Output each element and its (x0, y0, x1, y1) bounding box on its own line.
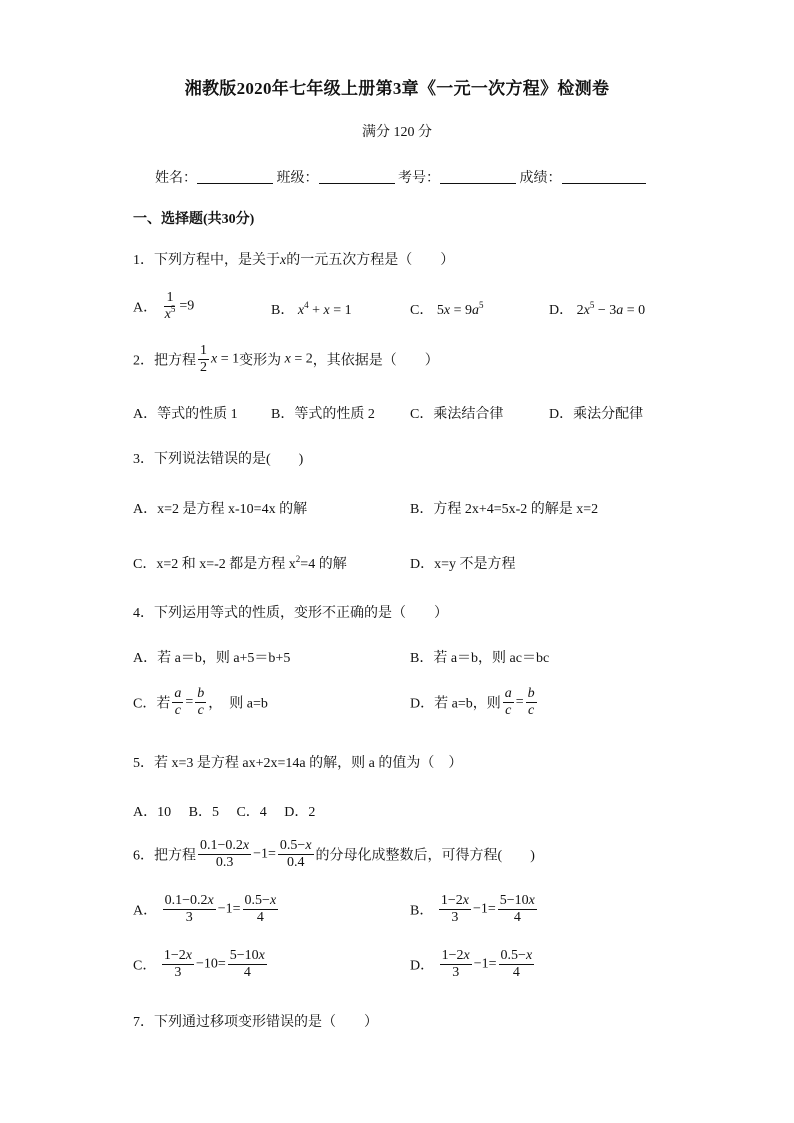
grade-label: 成绩： (519, 171, 562, 186)
exam-number-label: 考号： (398, 171, 440, 186)
question-2-option-a: A．等式的性质 1 (133, 407, 238, 422)
question-1-option-a: A． $\frac{1}{x^5}$ =9 (133, 290, 195, 323)
score-line: 满分 120 分 (362, 125, 432, 140)
grade-blank[interactable] (562, 169, 646, 184)
question-6-option-a: A． $\frac{0.1-0.2x}{3}$ −1= $\frac{0.5-x}{4}$ (133, 893, 277, 926)
class-blank[interactable] (319, 169, 395, 184)
section-choice-title: 一、选择题(共30分) (133, 212, 255, 227)
name-label: 姓名： (155, 171, 197, 186)
question-1-option-b: B． $x^4 + x = 1$ (271, 300, 352, 318)
question-5-options: A．10 B．5 C．4 D．2 (133, 805, 316, 820)
question-3-option-b: B．方程 2x+4=5x-2 的解是 x=2 (410, 502, 599, 517)
question-1-stem: 1．下列方程中，是关于x的一元五次方程是（ ） (133, 253, 455, 268)
question-6-option-d: D． $\frac{1-2x}{3}$ −1= $\frac{0.5-x}{4}$ (410, 948, 533, 981)
question-7-stem: 7．下列通过移项变形错误的是（ ） (133, 1015, 378, 1030)
question-1-option-d: D． $2x^5 - 3a = 0$ (549, 300, 646, 318)
student-info-row (155, 167, 646, 187)
question-6-stem: 6．把方程 $\frac{0.1-0.2x}{0.3}$ −1= $\frac{0.5-x}{0.4}$ 的分母化成整数后，可得方程( ) (133, 838, 535, 871)
question-2-option-c: C．乘法结合律 (410, 407, 504, 422)
question-4-option-a: A．若 a＝b，则 a+5＝b+5 (133, 651, 291, 666)
question-1-option-c: C． $5x = 9a^5$ (410, 300, 484, 318)
page-title: 湘教版2020年七年级上册第3章《一元一次方程》检测卷 (184, 79, 610, 98)
question-3-option-d: D．x=y 不是方程 (410, 557, 516, 572)
question-4-option-c: C．若 $\frac{a}{c}$ = $\frac{b}{c}$ ， 则 a=b (133, 686, 268, 719)
question-3-option-c: C．x=2 和 x=-2 都是方程 $x^2=4$ 的解 (133, 554, 347, 572)
question-3-option-a: A．x=2 是方程 x-10=4x 的解 (133, 502, 308, 517)
question-6-option-c: C． $\frac{1-2x}{3}$ −10= $\frac{5-10x}{4}$ (133, 948, 265, 981)
class-label: 班级： (276, 171, 319, 186)
question-5-stem: 5．若 x=3 是方程 ax+2x=14a 的解，则 a 的值为（ ） (133, 756, 463, 771)
exam-number-blank[interactable] (440, 169, 516, 184)
question-2-option-d: D．乘法分配律 (549, 407, 644, 422)
question-2-option-b: B．等式的性质 2 (271, 407, 375, 422)
question-4-option-b: B．若 a＝b，则 ac＝bc (410, 651, 550, 666)
question-4-stem: 4．下列运用等式的性质，变形不正确的是（ ） (133, 606, 448, 621)
question-3-stem: 3．下列说法错误的是( ) (133, 452, 304, 467)
question-2-stem: 2．把方程 $\frac{1}{2}$ x = 1变形为 x = 2，其依据是（ ） (133, 343, 439, 376)
name-blank[interactable] (197, 169, 273, 184)
question-4-option-d: D．若 a=b，则 $\frac{a}{c}$ = $\frac{b}{c}$ (410, 686, 535, 719)
question-6-option-b: B． $\frac{1-2x}{3}$ −1= $\frac{5-10x}{4}$ (410, 893, 535, 926)
